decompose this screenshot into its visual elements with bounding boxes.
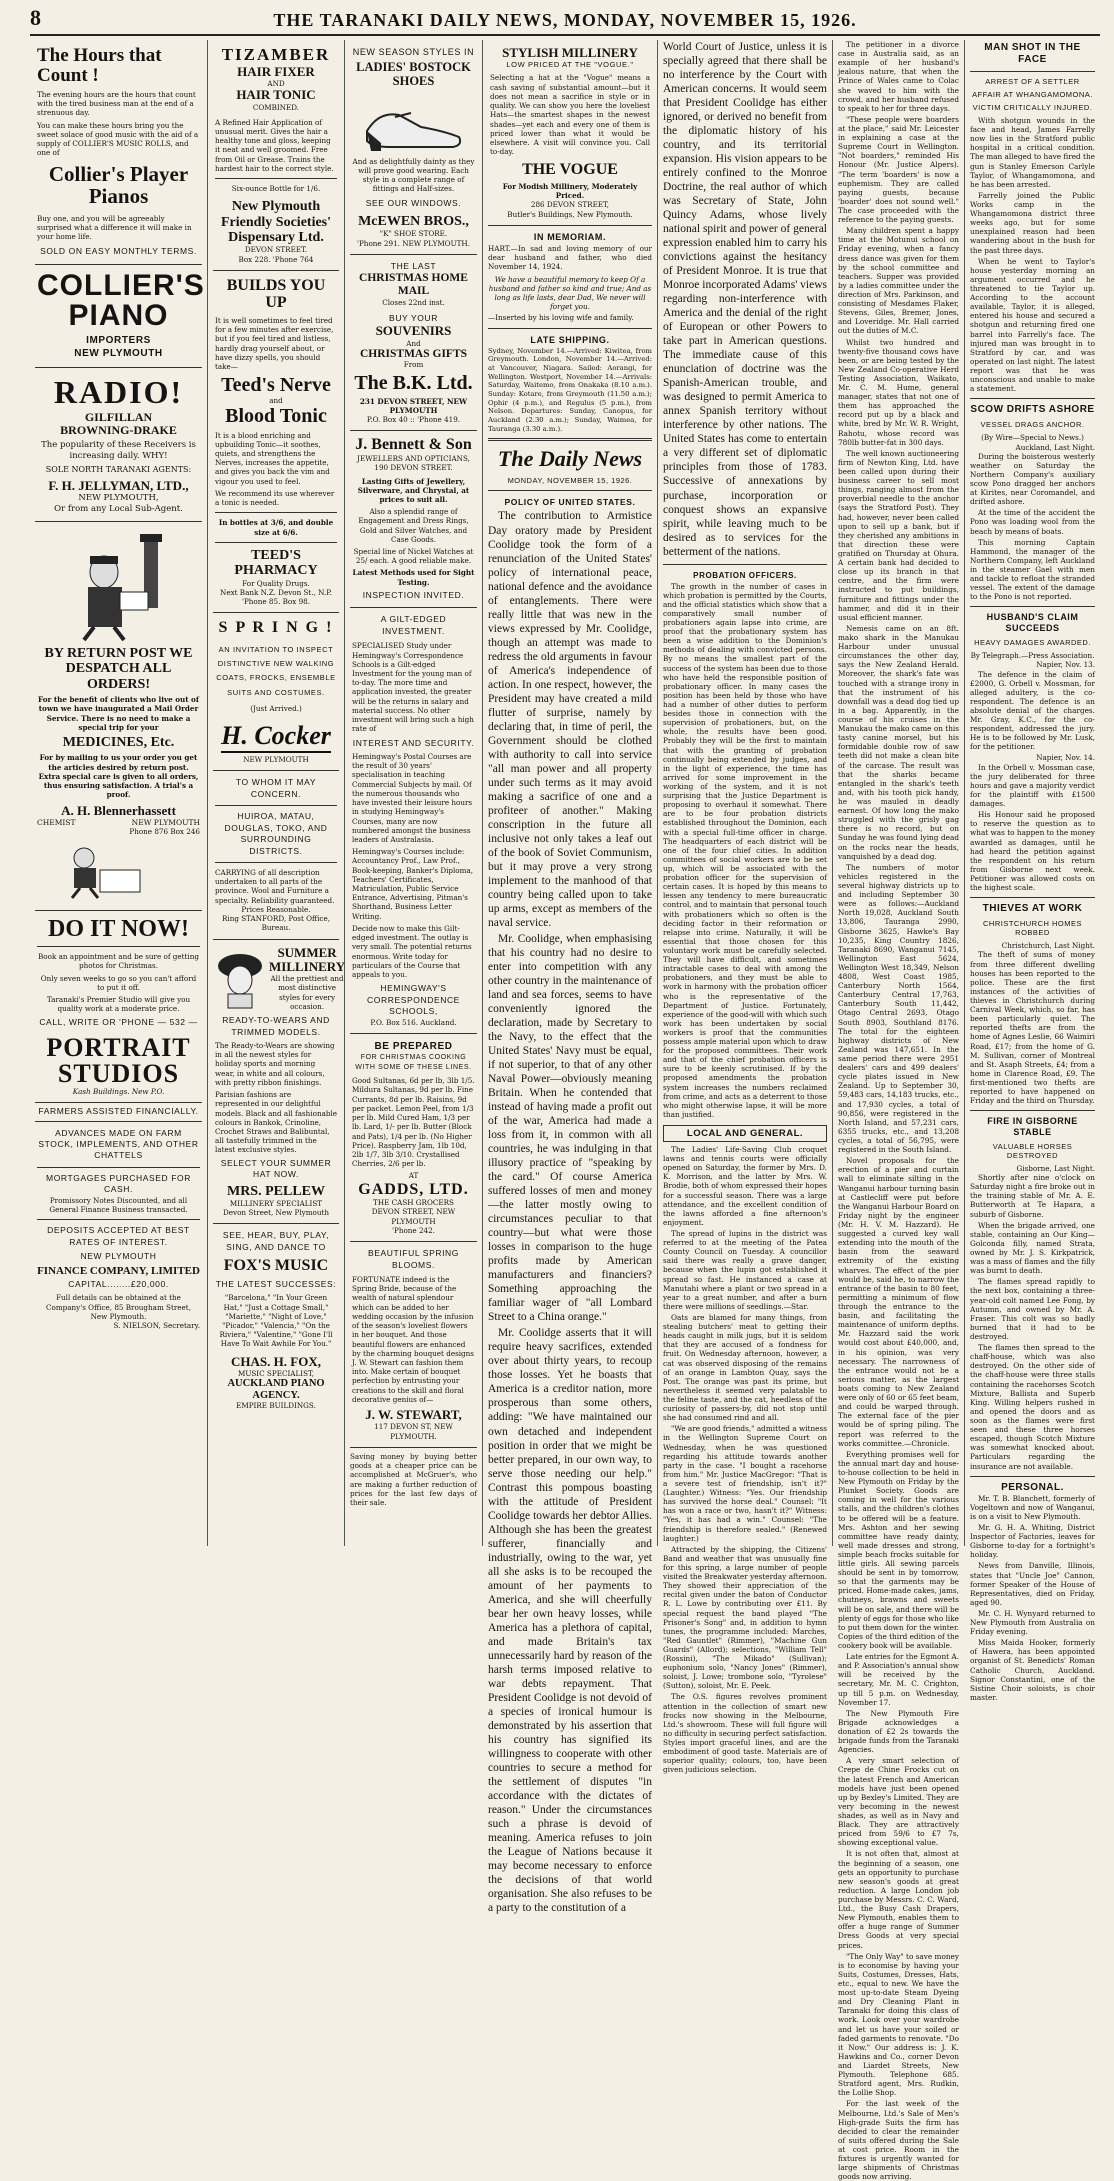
combined: COMBINED.	[252, 102, 300, 112]
radio-agents: SOLE NORTH TARANAKI AGENTS:	[45, 464, 192, 474]
spring-blooms: BEAUTIFUL SPRING BLOOMS.	[368, 1248, 459, 1270]
vogue-ad	[488, 40, 652, 226]
chemist-phone: Phone 876 Box 246	[129, 826, 200, 836]
shot-p3: When he went to Taylor's house yesterday morning an argument occurred and he threatened to tie Taylor up. According to the account available, Taylor, it is alleged, entered his house and secured a shotgun and returning fired one barrel into Farrelly's face. The injured man was brought in to Stratford by car, and was operated on last night. The latest report was that he was unconscious and unable to make a statement.	[970, 256, 1095, 394]
bennett-address: 190 DEVON STREET.	[374, 463, 453, 473]
vogue-address-2: Butler's Buildings, New Plymouth.	[507, 209, 633, 219]
hours-body: The evening hours are the hours that count with the tired business man at the end of a strenuous day.	[37, 89, 196, 118]
chemist-name: A. H. Blennerhassett	[61, 802, 176, 818]
summer-body: All the prettiest and most distinctive styles for every occasion.	[270, 974, 344, 1011]
delivery-boy-illustration	[44, 840, 194, 900]
ready-body: The Ready-to-Wears are showing in all the newest styles for holiday sports and morning wear, in white and all colours, with pretty ribbon finishings.	[215, 1040, 335, 1087]
advances: ADVANCES MADE ON FARM STOCK, IMPLEMENTS, AND OTHER CHATTELS	[38, 1127, 199, 1161]
local-c-p3: Many children spent a happy time at the Motunui school on Friday evening, when a fancy dress dance was given for them by the school committee and teachers. Supper was provided by a ladies committee under the direction of Mrs. Parkinson, and consisting of Mesdames Flaker, Stevens, Giles, Bremer, Jones, and Loveridge. Mr. Hall carried out the duties of M.C.	[838, 226, 959, 336]
scow-article	[970, 452, 1095, 602]
local-p4: "We are good friends," admitted a witness in the Wellington Supreme Court on Wednesday, when he was questioned regarding his attitude towards another party in the case. "I bought a racehorse from him." Mr. Justice MacGregor: "That is a severe test of friendship, isn't it?" (Laughter.) Witness: "Yes. Our friendship has survived the horse deal." Counsel: "It has won a race or two, hasn't it?" Witness: "Yes, it has had a win." Counsel: "The friendship is therefore sealed." (Renewed laughter.)	[663, 1424, 827, 1543]
memoriam-verse: We have a beautiful memory to keep Of a husband and father so kind and true; And as long as life lasts, dear Dad, We never will forget you.	[488, 274, 652, 312]
husband-p3: His Honour said he proposed to reserve the question as to what was to happen to the money awarded as damages, until he had heard the petition against the respondent on his return from Gisborne next week. Petitioner was allowed costs on the highest scale.	[970, 810, 1095, 893]
the-vogue: THE VOGUE	[522, 161, 618, 179]
bk-and: And	[406, 338, 421, 348]
vessel-sub: VESSEL DRAGS ANCHOR.	[980, 420, 1085, 430]
cocker-town: NEW PLYMOUTH	[243, 755, 309, 765]
teeds-ad	[213, 271, 339, 613]
blooms-body: FORTUNATE indeed is the Spring Bride, because of the wealth of natural splendour which can be added to her wedding occasion by the infusion of the season's loveliest flowers in her bouquet. And those beautiful flowers are enhanced by the charming bouquet designs J. W. Stewart can fashion them into. Make certain of bouquet perfection by entrusting your creations to the skill and floral decorative genius of—	[352, 1275, 474, 1404]
scow-p2: At the time of the accident the Pono was loading wool from the beach by means of boats.	[970, 508, 1095, 536]
empire-buildings: EMPIRE BUILDINGS.	[236, 1401, 316, 1411]
interest-body-3: Decide now to make this Gilt-edged investment. The outlay is very small. The potential returns enormous. Write today for particulars of the Course that appeals to you.	[352, 923, 472, 980]
gadds-title: GADDS, LTD.	[358, 1180, 469, 1198]
hemingway-schools: HEMINGWAY'S CORRESPONDENCE SCHOOLS,	[367, 983, 460, 1017]
souvenirs: SOUVENIRS	[375, 323, 452, 339]
local-c-p4: Whilst two hundred and twenty-five thousand cows have been, or are being tested by the New Zealand Co-operative Herd Testing Association, Waikato, Mr. C. M. Hume, general manager, states that not one of them has approached the record put up by a black and white, bred by Mr. W. R. Wright, Rahotu, whose record was 780lb butter-fat in 300 days.	[838, 337, 959, 447]
do-it-body-2: Only seven weeks to go so you can't afford to put it off.	[40, 973, 197, 992]
probation-heading: PROBATION OFFICERS.	[693, 570, 797, 580]
prepared-list: Good Sultanas, 6d per lb, 3lb 1/5. Mildura Sultanas, 9d per lb. Fine Currants, 8d per lb. Raisins, 9d per packet. Lemon Peel, from 1/3 per lb. Mild Cured Ham, 1/3 per lb. Lard, 1/- per lb. Butter (Block and Pats), 1/4 per lb. (No Higher Price). Raspberry Jam, 1lb 10d, 2lb 1/7, 3lb 3/10. Crystallised Cherries, 2/6 per lb.	[352, 1076, 475, 1169]
gilt-body: SPECIALISED Study under Hemingway's Correspondence Schools is a Gilt-edged Investment for the young man of to-day. The more time and application invested, the greater will be the returns in salary and material success. No other investment will bring such a high rate of	[352, 641, 474, 734]
fox-ad	[213, 1224, 339, 1416]
finance-company: FINANCE COMPANY, LIMITED	[37, 1264, 200, 1277]
mcewen-phone: 'Phone 291. NEW PLYMOUTH.	[357, 238, 470, 248]
hours-ad	[35, 40, 202, 265]
wire-place: Auckland, Last Night.	[1015, 442, 1095, 452]
scow-p3: This morning Captain Hammond, the manager of the Northern Company, left Auckland in the steamer Gael with men and tackle to refloat the stranded vessel. The extent of the damage to the Pono is not reported.	[970, 537, 1095, 602]
bostock-ad	[350, 40, 477, 255]
interest-body-2: Hemingway's Courses include: Accountancy Prof., Law Prof., Book-keeping, Banker's Diploma, Teachers' Certificates, Matriculation, Public Service Entrance, Advertising, Pitman's Shorthand, Business Letter Writing.	[352, 847, 474, 921]
builds-you-up: BUILDS YOU UP	[226, 276, 326, 312]
arrest-sub: ARREST OF A SETTLER	[985, 77, 1080, 86]
gadds-ad	[350, 1034, 477, 1242]
friendly-dispensary: New Plymouth Friendly Societies' Dispensary Ltd.	[220, 199, 332, 246]
spring-body: AN INVITATION TO INSPECT DISTINCTIVE NEW WALKING COATS, FROCKS, ENSEMBLE SUITS AND COSTUMES.	[216, 644, 336, 697]
mcewen-bros: McEWEN BROS.,	[358, 213, 469, 229]
studio-ad	[35, 911, 202, 1103]
k-shoe-store: "K" SHOE STORE.	[379, 229, 448, 239]
valuable-sub: VALUABLE HORSES DESTROYED	[992, 1141, 1073, 1160]
player-title: Collier's Player Pianos	[48, 162, 189, 209]
fire-heading: FIRE IN GISBORNE STABLE	[987, 1116, 1078, 1138]
local-c-p5: The well known auctioneering firm of Newton King, Ltd. have been called upon during their business career to sell most things, ranging almost from the proverbial needle to the anchor (says the Stratford Post). They had, however, never been called upon to sell up a bank, but if they cherished any ambitions in that direction these were gratified on Thursday at Ohura. A certain bank had decided to close up its branch in that centre, and the firm were instructed to put buildings, furniture and fittings under the hammer, and did it in their usual efficient manner.	[838, 448, 959, 622]
colliers-ad	[35, 265, 205, 368]
local-p2: The spread of lupins in the district was referred to at the meeting of the Patea County Council on Tuesday. A councillor said there was really a grave danger, because when the lupin got established it spread so fast. He instanced a case at Manutahi where a plant or two spread in a year to a great number, and after a burn there were millions of seedlings.—Star.	[663, 1229, 827, 1311]
local-c-p1: The petitioner in a divorce case in Australia said, as an example of her husband's jealous nature, that when the Prince of Wales came to Colac she waved to him with the crowd, and her husband refused to speak to her for three days.	[838, 40, 959, 113]
personal-heading: PERSONAL.	[1001, 1481, 1064, 1493]
thieves-heading: THIEVES AT WORK	[982, 903, 1083, 915]
pellew-ad	[213, 940, 346, 1225]
hair-tonic: HAIR TONIC	[236, 87, 316, 103]
local-c-p14: "The Only Way" to save money is to economise by having your Suits, Costumes, Dresses, Hats, etc., equal to new. We have the most up-to-date Steam Dyeing and Dry Cleaning Plant in Taranaki for doing this class of work. Look over your wardrobe and let us have your soiled or faded garments to renovate. "Do it Now." Our address is: J. K. Hawkins and Co., corner Devon and Liardet Streets, New Plymouth. Telephone 685. Stratford agent, Mrs. Rudkin, the Lollie Shop.	[838, 1951, 959, 2098]
latest-body: "Barcelona," "In Your Green Hat," "Just a Cottage Small," "Mariette," "Night of Love," "Picador," "Valencia," "On the Riviera," "Valentine," "Gone I'll Have To Wait Awhile For You."	[219, 1293, 333, 1349]
local-c-p9: Everything promises well for the annual mart day and house-to-house collection to be held in New Plymouth on Friday by the Plunket Society. Goods are coming in well for the various stalls, and the children's clothes to be offered will be a feature. Mrs. Ashton and her sewing committee have ready dainty, well made dresses and strong, simple beach frocks suitable for little girls. All sewing parcels should be sent in by tomorrow, so that the garments may be priced. Home-made cakes, jams, chutneys, brawns and sweets will be on sale, and there will be plenty of eggs for those who like to put them down for the winter. Copies of the third edition of the cookery book will be available.	[838, 1449, 959, 1651]
probation-article	[663, 582, 827, 1119]
column-2	[208, 40, 345, 1546]
thieves-article	[970, 950, 1095, 1105]
shipping-body: Sydney, November 14.—Arrived: Kiwitea, from Greymouth. London, November 14.—Arrived: at Vancouver, Niagara. Sailed: Aorangi, for Wellington. Westport, November 14.—Arrivals: Saturday, Waitemo, from Onakaka (8.10 a.m.). Sunday: Kotare, from Greymouth (11.50 a.m.); Ophir (4 p.m.), and Regulus (5 p.m.), from Nelson. Departures: Sunday, Canopus, for Auckland (2.30 a.m.); Sunday, Waimea, for Tauranga (3.30 a.m.).	[488, 346, 652, 433]
ready-to-wears: READY-TO-WEARS AND TRIMMED MODELS.	[222, 1015, 330, 1037]
lady-hat-illustration	[215, 948, 265, 1008]
local-c-p8: Novel proposals for the erection of a pier and curtain wall to eliminate silting in the Wanganui harbour turning basin at Castlecliff were put before the Wanganui Harbour Board on Friday night by the engineer (Mr. H. V. M. Hazzard). He suggested a curved key wall extending into the mouth of the basin from the seaward extremity of the existing wharves. The effect of the pier would be, said he, to narrow the entrance of the basin to 80 feet, permitting a minimum of flow through the entrance to the basin, and facilitating the maintenance of uniform depths. Mr. Hazzard said the work would cost about £40,000, and, in his opinion, was very necessary. The narrowness of the entrance would not be a serious matter, as the largest boats coming to New Zealand were only of 60 or 65 feet beam, and could be warped through. The external face of the pier would be of spring piling. The report was referred to the works committee.—Chronicle.	[838, 1156, 959, 1448]
finance-ad	[35, 1122, 202, 1337]
local-c-p10: Late entries for the Egmont A. and P. Association's annual show will be received by the secretary, Mr. M. C. Crighton, up till 5 p.m. on Wednesday, November 17.	[838, 1652, 959, 1707]
huiroa: HUIROA, MATAU, DOUGLAS, TOKO, AND SURROUNDING DISTRICTS.	[224, 811, 328, 856]
pharmacy-phone: 'Phone 85. Box 98.	[241, 596, 311, 606]
local-heading: LOCAL AND GENERAL.	[663, 1125, 827, 1142]
parisian-body: Parisian fashions are represented in our delightful models. Black and all fashionable colours in Bankok, Crinoline, Crochet Straws and Balibuntal, all tastefully trimmed in the latest exclusive styles.	[215, 1090, 338, 1155]
local-c-p7: The numbers of motor vehicles registered in the several highway districts up to and including September 30 were as follows:—Auckland North 19,028, Auckland South 13,806, Tauranga 2990, Gisborne 3625, Hawke's Bay 10,235, King Country 1826, Taranaki 8690, Wanganui 7145, Wellington East 5624, Wellington West 18,349, Nelson 4808, West Coast 1985, Canterbury North 1564, Canterbury Central 17,763, Canterbury South 11,442, Otago Central 2693, Otago South 8903, Southland 8176. The total for the eighteen highway districts of New Zealand was 147,651. In the same period there were 2951 dealers' cars and 499 dealers' cycle plates issued in New Zealand. Up to September 30, 59,483 cars, 14,183 trucks, etc., and 17,930 cycles, a total of 90,856, were registered in the North Island, and 57,231 cars, 6355 trucks, etc., and 13,208 cycles, a total of 56,795, were registered in the South Island.	[838, 862, 959, 1155]
cocker-ad	[213, 613, 339, 771]
chemist-ad	[35, 522, 202, 911]
six-ounce: Six-ounce Bottle for 1/6.	[231, 184, 321, 194]
dispensary-box: Box 228. 'Phone 764	[238, 254, 314, 264]
colliers-piano: COLLIER'S PIANO	[37, 268, 205, 332]
personal-p2: Mr. G. H. A. Whiting, District Inspector of Factories, leaves for Gisborne to-day for a fortnight's holiday.	[970, 1522, 1095, 1560]
napier-line: Napier, Nov. 13.	[1036, 660, 1095, 670]
whom-concern: TO WHOM IT MAY CONCERN.	[235, 777, 317, 799]
bk-address: 231 DEVON STREET, NEW PLYMOUTH	[359, 396, 468, 415]
local-p6: The O.S. figures revolves prominent attention in the collection of smart new frocks now showing in the Melbourne, Ltd.'s showroom. These will full figure will no difficulty in securing perfect satisfaction. Styles import graceful lines, and are the embodiment of good taste. Materials are of superior quality; colours, too, have been given judicious selection.	[663, 1692, 827, 1775]
husband-heading: HUSBAND'S CLAIM SUCCEEDS	[986, 612, 1079, 634]
local-c-p13: It is not often that, almost at the beginning of a season, one gets an opportunity to purchase new season's goods at great reduction. A large London job purchase by Messrs. C. C. Ward, Ltd., the Busy Cash Drapers, New Plymouth, enables them to offer a huge range of Summer Dress Goods at very special prices.	[838, 1849, 959, 1950]
masthead	[30, 5, 1100, 36]
promissory: Promissory Notes Discounted, and all General Finance Business transacted.	[49, 1195, 188, 1215]
carrying-body: CARRYING of all description undertaken to all parts of the province. Wool and Furniture a specialty. Reliability guaranteed.	[215, 868, 335, 905]
recommend: We recommend its use wherever a tonic is needed.	[215, 488, 335, 508]
stylish-body: Selecting a hat at the "Vogue" means a cash saving of substantial amount—but it does not mean a sacrifice in style or in quality. We can show you here the loveliest Hats—the smartest shapes in the newest shades—yet each and every one of them is priced lower than what it would be elsewhere. A visit will convince you. Call to-day.	[490, 73, 650, 157]
bennett-body-3: Special line of Nickel Watches at 25/ each. A good reliable make.	[353, 547, 474, 566]
husband-p2: In the Orbell v. Mossman case, the jury deliberated for three hours and gave a majority verdict for the plaintiff with £1500 damages.	[970, 762, 1095, 809]
tizamber-ad	[213, 40, 339, 271]
capital: CAPITAL........£20,000.	[68, 1278, 169, 1289]
portrait-studios: PORTRAIT STUDIOS	[46, 1032, 191, 1088]
bennett-sub: JEWELLERS AND OPTICIANS,	[357, 454, 470, 464]
editorial-date: MONDAY, NOVEMBER 15, 1926.	[507, 476, 633, 486]
carrying-ad	[213, 771, 339, 939]
christchurch-line: Christchurch, Last Night.	[1001, 941, 1095, 951]
summer-millinery: SUMMER MILLINERY	[269, 944, 346, 974]
chas-fox: CHAS. H. FOX,	[231, 1353, 321, 1369]
prices-reasonable: Prices Reasonable.	[241, 904, 311, 914]
pharmacy-address: Next Bank N.Z. Devon St., N.P.	[220, 587, 332, 597]
column-4	[483, 40, 658, 1915]
see-windows: SEE OUR WINDOWS.	[365, 197, 462, 208]
prepared-sub: FOR CHRISTMAS COOKING WITH SOME OF THESE LINES.	[355, 1054, 472, 1071]
bennett-body-2: Also a splendid range of Engagement and Dress Rings, Gold and Silver Watches, and Case Goods.	[358, 507, 469, 544]
local-p5: Attracted by the shipping, the Citizens' Band and weather that was unusually fine for this spring, a large number of people visited the Breakwater yesterday afternoon. They showed their appreciation of the recital given under the baton of Conductor R. L. Lowe by contributing over £11. By special request the band played "The Prisoner's Song" and, in addition to hymn tunes, the programme included: Marches, "Red Gauntlet" (Rimmer), "Machine Gun Guards" (Allord); selections, "William Tell" (Rossini), "The Mikado" (Sullivan); euphonium solo, "Nancy Jones" (Rimmer), soloist, J. Lowe; trombone solo, "Tyrolese" (Sutton), soloist, Mr. E. Peek.	[663, 1544, 827, 1691]
latest-successes: THE LATEST SUCCESSES:	[215, 1278, 337, 1289]
xmas-gifts: CHRISTMAS GIFTS	[359, 347, 468, 360]
call-write: CALL, WRITE OR 'PHONE — 532 —	[39, 1017, 198, 1028]
xmas-mail: CHRISTMAS HOME MAIL	[359, 272, 468, 297]
bk-from: From	[403, 360, 424, 370]
bostock-title: LADIES' BOSTOCK SHOES	[356, 60, 471, 88]
local-c-p12: A very smart selection of Crepe de Chine Frocks cut on the latest French and American models have just been opened up by Bexley's Limited. They are very becoming in the newest shades, as well as in Navy and Black. They are attractively priced from 59/6 to £7 7s, showing exceptional value.	[838, 1756, 959, 1848]
local-c-p11: The New Plymouth Fire Brigade acknowledges a donation of £2 2s towards the brigade funds from the Taranaki Agencies.	[838, 1708, 959, 1755]
shot-article	[970, 116, 1095, 393]
gadds-phone: 'Phone 242.	[392, 1225, 435, 1235]
bennett-ad	[350, 431, 477, 608]
shoe-illustration	[359, 93, 469, 153]
personal-p3: News from Danville, Illinois, states that "Uncle Joe" Cannon, former Speaker of the House of Representatives, died on Friday, aged 90.	[970, 1561, 1095, 1607]
teeds-nerve: Teed's Nerve	[221, 374, 331, 397]
local-continued	[838, 40, 959, 2181]
farmers-ad	[35, 1103, 202, 1121]
hours-body-2: You can make these hours bring you the sweet solace of good music with the aid of a supply of COLLIER'S MUSIC ROLLS, and one of	[37, 120, 199, 158]
hours-title: The Hours that Count !	[37, 45, 162, 86]
radio-body: The popularity of these Receivers is increasing daily. WHY!	[41, 440, 196, 461]
hemingway-box: P.O. Box 516. Auckland.	[370, 1017, 457, 1027]
do-it-now: DO IT NOW!	[48, 916, 189, 943]
fire-p3: The flames spread rapidly to the next box, containing a three-year-old colt named Lee Fong, by Autumn, and owned by Mr. A. Fraser. This colt was so badly burned that it had to be destroyed.	[970, 1277, 1095, 1341]
husband-p1: The defence in the claim of £2000, G. Orbell v. Mossman, for alleged adultery, is the co-respondent. The defence is an absolute denial of the charges. Mr. Gray, K.C., for the co-respondent, addressed the jury. He is to be followed by Mr. Lusk, for the petitioner.	[970, 669, 1095, 752]
local-c-p15: For the last week of the Melbourne, Ltd.'s Sale of Men's High-grade Suits the firm has decided to clear the remainder of suits offered during the Sale at cost price. Room in the fixtures is urgently wanted for large shipments of Christmas goods now arriving.	[838, 2099, 959, 2181]
husband-article	[970, 670, 1095, 893]
policy-heading: POLICY OF UNITED STATES.	[504, 497, 636, 508]
victim-sub: VICTIM CRITICALLY INJURED.	[972, 103, 1093, 112]
radio-title: RADIO!	[53, 373, 184, 410]
tizamber: TIZAMBER	[221, 45, 331, 64]
interest-body: Hemingway's Postal Courses are the result of 30 years' specialisation in teaching Commercial Subjects by mail. Of the numerous thousands who have invested their leisure hours in studying Hemingway's Courses, many are now numbered amongst the business leaders of Australasia.	[352, 751, 473, 844]
gilt-edged: A GILT-EDGED INVESTMENT.	[380, 614, 447, 636]
closes: Closes 22nd inst.	[382, 297, 445, 307]
jellyman: F. H. JELLYMAN, LTD.,	[48, 477, 189, 493]
personal-p5: Miss Maida Hooker, formerly of Hawera, has been appointed organist of St. Benedicts' Roman Catholic Church, Auckland. Signor Constantini, one of the Sistine Choir soloists, is choir master.	[970, 1638, 1095, 1702]
return-post: BY RETURN POST WE DESPATCH ALL ORDERS!	[44, 646, 193, 692]
piano-agency: AUCKLAND PIANO AGENCY.	[227, 1378, 325, 1401]
nameplate: The Daily News	[497, 446, 643, 472]
do-it-body: Book an appointment and be sure of getting photos for Christmas.	[38, 952, 199, 971]
mcgruer-notice: Saving money by buying better goods at a cheaper price can be accomplished at McGruer's, who are making a further reduction of prices for the last few days of their sale.	[350, 1451, 477, 1507]
vogue-address: 286 DEVON STREET,	[530, 200, 610, 210]
stylish-sub: LOW PRICED AT THE "VOGUE."	[506, 60, 634, 70]
new-season: NEW SEASON STYLES IN	[352, 47, 475, 57]
column-6	[833, 40, 965, 2181]
interest-security: INTEREST AND SECURITY.	[352, 737, 475, 748]
bottles: In bottles at 3/6, and double size at 6/6.	[218, 518, 334, 537]
scow-p1: During the boisterous westerly weather on Saturday the Northern Company's auxiliary scow Pono dragged her anchors at Kirites, near Coromandel, and drifted ashore.	[970, 451, 1095, 507]
stewart-address: 117 DEVON ST, NEW PLYMOUTH.	[374, 1422, 453, 1441]
stylish-millinery: STYLISH MILLINERY	[502, 45, 638, 60]
colliers-town: NEW PLYMOUTH	[74, 348, 163, 360]
local-p1: The Ladies' Life-Saving Club croquet lawns and tennis courts were officially opened on Saturday, the former by Mrs. D. K. Morrison, and the latter by Mrs. W. Brodie, both of whom expressed their hopes for a successful season. There was a large attendance, and the excellent condition of the lawns afforded a fine afternoon's enjoyment.	[663, 1145, 827, 1227]
see-hear: SEE, HEAR, BUY, PLAY, SING, AND DANCE TO	[222, 1230, 330, 1252]
blood-tonic: Blood Tonic	[225, 404, 327, 427]
do-it-body-3: Taranaki's Premier Studio will give you quality work at a moderate price.	[46, 994, 191, 1014]
local-article	[663, 1145, 827, 1774]
radio-ad	[35, 368, 202, 522]
personal-p4: Mr. C. H. Wynyard returned to New Plymouth from Australia on Friday evening.	[970, 1608, 1095, 1637]
bostock-body: And as delightfully dainty as they will prove good wearing. Each style in a complete range of fittings and Half-sizes.	[352, 156, 475, 194]
postman-illustration	[44, 532, 194, 642]
fire-article	[970, 1173, 1095, 1471]
bk-ad	[350, 255, 477, 431]
importers: IMPORTERS	[86, 334, 151, 346]
heavy-sub: HEAVY DAMAGES AWARDED.	[974, 638, 1091, 648]
chemist-label: CHEMIST	[37, 817, 76, 827]
player-body: Buy one, and you will be agreeably surprised what a difference it will make in your home life.	[37, 213, 192, 241]
teeds-pharmacy: TEED'S PHARMACY	[234, 547, 318, 579]
spring-title: S P R I N G !	[218, 619, 334, 637]
mortgages: MORTGAGES PURCHASED FOR CASH.	[46, 1172, 191, 1195]
policy-cont-p1: World Court of Justice, unless it is specially agreed that there shall be no interference by the Court with American concerns. It would seem that President Coolidge has either ignored, or derived no benefit from the diplomatic history of his country, and its territorial expansion. His vision appears to be entirely confined to the Monroe Doctrine, the real author of which was Secretary of State, John Quincy Adams, whose lively national spirit and power of general expression enabled him to carry his convictions against the hesitancy of President Monroe. It is true that Monroe incorporated Adams' views regarding non-interference with America and the denial of the right of European or other Powers to take part in American questions. The immediate cause of this enunciation of doctrine was the Spanish-American trouble, and was designed to permit America to annex Spanish territory without interference by other nations. The United States has come to entertain a very different set of diplomatic principles from those of 1783. Successive of annexations by purchase, incorporation or conquest shows an expansive spirit, while leaving much to be desired as to services for the betterment of the nations.	[663, 41, 827, 558]
stewart-ad	[350, 1242, 477, 1448]
man-shot-heading: MAN SHOT IN THE FACE	[984, 42, 1081, 65]
hemingway-ad	[350, 608, 477, 1033]
jellyman-sub: Or from any Local Sub-Agent.	[54, 504, 183, 515]
fire-p4: The flames then spread to the chaff-house, which was also destroyed. On the other side of the chaff-house were three stalls containing the racehorses Scotch Mixture, Ballista and Superb King. Willing helpers rushed in and opened the doors and as soon as the flames were first seen and these three horses escaped, though Scotch Mixture was somewhat knocked about. Particulars regarding the insurance are not available.	[970, 1343, 1095, 1471]
hair-fixer: HAIR FIXER	[237, 63, 315, 79]
select-hat: SELECT YOUR SUMMER HAT NOW.	[220, 1157, 332, 1180]
finance-body: Full details can be obtained at the Company's Office, 85 Brougham Street, New Plymouth.	[46, 1293, 191, 1321]
page-number: 8	[30, 5, 41, 30]
secretary: S. NIELSON, Secretary.	[113, 1320, 200, 1330]
inspection: INSPECTION INVITED.	[362, 589, 465, 600]
chas-sub: MUSIC SPECIALIST,	[237, 1368, 315, 1378]
medicines: MEDICINES, Etc.	[62, 735, 175, 751]
mrs-pellew: MRS. PELLEW	[226, 1183, 325, 1199]
wire-line: (By Wire—Special to News.)	[981, 433, 1084, 443]
page-title: THE TARANAKI DAILY NEWS, MONDAY, NOVEMBER 15, 1926.	[273, 10, 857, 30]
policy-continued	[663, 40, 827, 559]
cocker-logo: H. Cocker	[221, 721, 331, 753]
chemist-town: NEW PLYMOUTH	[131, 817, 200, 827]
gadds-address: DEVON STREET, NEW PLYMOUTH	[371, 1207, 456, 1226]
napier-line-2: Napier, Nov. 14.	[1036, 753, 1095, 763]
fire-p2: When the brigade arrived, one stable, containing an Our King—Golconda filly, named Strata, owned by Mr. J. S. Kirkpatrick, was a mass of flames and the filly was burnt to death.	[970, 1220, 1095, 1276]
farmers: FARMERS ASSISTED FINANCIALLY.	[38, 1106, 199, 1117]
shot-p2: Farrelly joined the Public Works camp in the Whangamomona district three weeks ago, but for some unexplained reason had been wandering about in the bush for the past three days.	[970, 190, 1095, 255]
memoriam-sign: —Inserted by his loving wife and family.	[488, 313, 634, 323]
stanford: Ring STANFORD, Post Office, Bureau.	[222, 914, 330, 933]
blood-body: It is a blood enriching and upbuilding Tonic—it soothes, quiets, and strengthens the Nerves, increases the appetite, and gives you back the vim and vigour you used to feel.	[215, 430, 330, 486]
finance-town: NEW PLYMOUTH	[80, 1251, 157, 1262]
tizamber-body: A Refined Hair Application of unusual merit. Gives the hair a healthy tone and gloss, keeping it neat and well groomed. Free from Oil or Grease. Trains the hardest hair to the correct style.	[215, 117, 334, 173]
medicines-body: For by mailing to us your order you get the articles desired by return post. Extra special care is given to all orders, thus ensuring satisfaction. A trial's a proof.	[38, 753, 199, 800]
policy-article	[488, 509, 652, 1915]
scow-heading: SCOW DRIFTS ASHORE	[970, 404, 1095, 416]
bk-ltd: The B.K. Ltd.	[354, 371, 473, 394]
probation-body: The growth in the number of cases in which probation is permitted by the Courts, and the official statistics which show that a comparatively small number of probationers again lapse into crime, are proof that the probationary system has been a wise addition to the Dominion's methods of dealing with convicted persons. By no means the smallest part of the success of the system has been due to those who have held the responsible position of probationary officer. In many cases the position has been held by those who have had a number of other duties to perform besides those in connection with the supervision of probationers, but, on the whole, the results have been good. Probably they will be the first to maintain that with the granting of probation continually being extended by judges, and in the light of experience, the time has arrived for some improvement in the working of the system, and it is not surprising that the Justice Department is proposing to overhaul it somewhat. There are to be four probation districts established throughout the Dominion, each with a special full-time officer in charge. The headquarters of each district will be one of the four chief cities. In addition committees of social workers are to be set up, which will be associated with the probation officer for the supervision of certain cases. It is hoped by this means to lessen any tendency to mere bureaucratic control, and to maintain that personal touch with probationers which so often is the deciding factor in their reformation or relapse into crime. Naturally, it will be essential that those chosen for this voluntary work must be carefully selected. They will have difficult, and sometimes intractable cases to deal with among the probationers, and they must be able to work in harmony with the probation officer who is the representative of the Department of Justice. Fortunately, experience of the good-will with which such work has been undertaken by social workers is proof that the communities possess ample material upon which to draw for the proposed committees. Their work and that of the chief probation officers is sure to be keenly scrutinised. If by the proposed amendments the probation system increases the numbers reclaimed from crime, and acts as a deterrent to those who might otherwise lapse, it will be more than justified.	[663, 581, 827, 1119]
shot-p1: With shotgun wounds in the face and head, James Farrelly now lies in the Stratford public hospital in a critical condition. The man alleged to have fired the gun is Stanley Emerson Carlyle Taylor, of Whangamomona, and he has been arrested.	[970, 116, 1095, 189]
shipping-heading: LATE SHIPPING.	[530, 334, 610, 345]
chemist-details	[37, 818, 200, 827]
columns	[30, 40, 1100, 2181]
tizamber-and: AND	[267, 78, 285, 88]
jellyman-town: NEW PLYMOUTH,	[78, 493, 159, 504]
sight-testing: Latest Methods used for Sight Testing.	[352, 568, 475, 587]
policy-p1: The contribution to Armistice Day oratory made by President Coolidge took the form of a renunciation of the United States' policy of international peace, national defence and the avoidance of entanglements. There were really little that was new in the views expressed by Mr. Coolidge, though an attempt was made to redress the old arguments in favour of America's independence of action. In one respect, however, the President may have created a mild flutter of surprise, namely by declaring that, in time of peril, the Government should be clothed with authority to call into service "all man power and all property under such terms as it may avoid making a sacrifice of one and a profiteer of another." Making conscription in the future all inclusive not only takes a leaf out of the book of Soviet Communism, but it may prove a very strong implement to the manhood of that country being called upon to take up arms, except as members of the naval service.	[488, 510, 652, 929]
return-body: For the benefit of clients who live out of town we have inaugurated a Mail Order Service. There is no need to make a special trip for your	[38, 695, 199, 732]
memoriam-body: HART.—In sad and loving memory of our dear husband and father, who died November 14, 1924.	[488, 243, 652, 272]
thieves-p1: The theft of sums of money from three different dwelling houses has been reported to the police. These are the first instances of the activities of thieves in Christchurch during Carnival Week, which, so far, has been particularly quiet. The reported thefts are from the home of Agnes Leslie, 66 Waimiri Road, £17; from the home of G. M. Sullivan, corner of Montreal and St. Asaph Streets, £4; from a home in Clarence Road, £9. The first-mentioned two thefts are reported to have happened on Friday and the third on Thursday.	[970, 950, 1095, 1106]
memoriam-heading: IN MEMORIAM.	[533, 231, 607, 242]
browning-drake: BROWNING-DRAKE	[60, 422, 177, 437]
buy-your: BUY YOUR	[389, 312, 438, 323]
local-p3: Oats are blamed for many things, from stealing butchers' meat to getting their heads caught in milk jugs, but it is seldom that they are accused of a fondness for fruit. On Wednesday afternoon, however, a cat was observed disposing of the remains of an orange in Lambton Quay, says the Post. The orange was past its prime, but nevertheless it seemed very palatable to the feline taste, and the cat, heedless of the curiosity of passers-by, did not stop until she had consumed rind and all.	[663, 1313, 827, 1423]
telegraph-line: By Telegraph.—Press Association.	[970, 651, 1095, 661]
bk-box: P.O. Box 40 :: 'Phone 419.	[366, 415, 461, 425]
pellew-sub: MILLINERY SPECIALIST	[229, 1198, 323, 1208]
affair-sub: AFFAIR AT WHANGAMOMONA.	[972, 90, 1093, 99]
policy-p3: Mr. Coolidge asserts that it will require heavy sacrifices, extended over about thirty years, to recoup those losses. Yet he boasts that America is a creditor nation, more prosperous than some others, adding: "We have maintained our own detached and independent position in order that we might be better prepared, in our own way, to serve those needing our help." Contrast this pompous boasting with the attitude of President Coolidge towards her debtor Allies. Although she has been the greatest sufferer, financially and industrially, owing to the war, yet all she asks is to be recouped the amount of her payments to America, and she will cheerfully bear her own heavy losses, while America has a plethora of capital, and made Britain's tax unnecessarily hard by reason of the harsh terms imposed relative to war debts repayment. That President Coolidge is not devoid of a species of ironical humour is demonstrated by his assertion that his country has signified its willingness to cooperate with other countries to secure a method for the settlement of disputes "in accordance with the dictates of reason." Under the circumstances such a phrase is devoid of meaning. America refuses to join the League of Nations because it may become necessary to enforce the decisions of that world organisation. She also refuses to be a party to the constitution of a	[488, 1327, 652, 1915]
be-prepared: BE PREPARED	[374, 1040, 453, 1052]
bennett-body: Lasting Gifts of Jewellery, Silverware, and Chrystal, at prices to suit all.	[357, 476, 470, 504]
gilfillan: GILFILLAN	[84, 409, 153, 424]
column-3	[345, 40, 483, 1546]
robbed-sub: CHRISTCHURCH HOMES ROBBED	[983, 919, 1082, 938]
column-7	[965, 40, 1100, 1702]
fire-p1: Shortly after nine o'clock on Saturday night a fire broke out in the training stable of Mr. A. E. Butterworth at Te Hapara, a suburb of Gisborne.	[970, 1173, 1095, 1219]
gadds-sub: THE CASH GROCERS	[373, 1198, 454, 1208]
personal-article	[970, 1494, 1095, 1702]
jw-stewart: J. W. STEWART,	[365, 1407, 462, 1423]
personal-p1: Mr. T. B. Blanchett, formerly of Vogeltown and now of Wanganui, is on a visit to New Plymouth.	[970, 1493, 1095, 1521]
portrait-sub: Kash Buildings. New P.O.	[72, 1086, 165, 1096]
dispensary-street: DEVON STREET.	[244, 245, 308, 255]
column-5	[658, 40, 833, 1775]
pellew-address: Devon Street, New Plymouth	[223, 1208, 329, 1218]
builds-body: It is well sometimes to feel tired for a few minutes after exercise, but if you feel tired and listless, hardly drag yourself about, or have dizzy spells, you should take—	[215, 316, 334, 372]
local-c-p2: "These people were boarders at the place," said Mr. Leicester in explaining a case at the Supreme Court in Wellington. "Not boarders," reminded His Honour (Mr. Justice Alpers). "The term 'boarders' is now a euphemism. They are called paying guests, because 'boarder' does not sound well." The case proceeded with the reference to the paying guests.	[838, 114, 959, 225]
bennett-title: J. Bennett & Son	[355, 436, 472, 454]
policy-p2: Mr. Coolidge, when emphasising that his country had no desire to enter into competition with any other country in the maintenance of land and sea forces, seems to have conveniently ignored the declaration, made by Secretary to the Navy, to the effect that the United States' Navy must be equal, if not superior, to that of any other Naval Power—obviously meaning Britain. When he contended that instead of having made a profit out of the war, America had made a loss from it, in common with all countries, he was indulging in that illusory practice of "speaking by the card." Of course America suffered losses of men and money—the latter mostly owing to circumstances peculiar to that country—but what were those losses in comparison to the huge profits made by American manufacturers and financiers? Something approaching the familiar wager of "all Lombard Street to a China orange."	[488, 932, 652, 1324]
just-arrived: (Just Arrived.)	[250, 703, 302, 713]
local-c-p6: Nemesis came on an 8ft. mako shark in the Manukau Harbour under unusual circumstances the other day, says the New Zealand Herald. Moreover, the shark's fate was touched with a strange irony in that the instrument of his downfall was a dead dog tied up in a bag. Apparently, in the course of his cruises in the Manukau the mako came on this tasty canine morsel, but his formidable double row of saw teeth did not make a clean bite of the carcase. The result was that the sharks became entangled in the shark's teeth and, with his tooth pick handy, he was mauled in deadly earnest. Of how long the mako struggled with the grisly gag there is no record, but on Sunday he was found lying dead on the rocks near the heads, vanquished by a dead dog.	[838, 623, 959, 861]
vogue-sub: For Modish Millinery, Moderately Priced.	[502, 181, 638, 201]
the-last: THE LAST	[390, 260, 437, 271]
fox-music: FOX'S MUSIC	[223, 1257, 329, 1275]
deposits: DEPOSITS ACCEPTED AT BEST RATES OF INTEREST.	[47, 1225, 190, 1247]
gadds-at: AT	[408, 1171, 419, 1181]
sold-terms: SOLD ON EASY MONTHLY TERMS.	[40, 246, 197, 257]
gisborne-line: Gisborne, Last Night.	[1016, 1163, 1095, 1173]
teeds-and: and	[269, 396, 283, 406]
column-1	[30, 40, 208, 1546]
pharmacy-sub: For Quality Drugs.	[242, 578, 310, 588]
